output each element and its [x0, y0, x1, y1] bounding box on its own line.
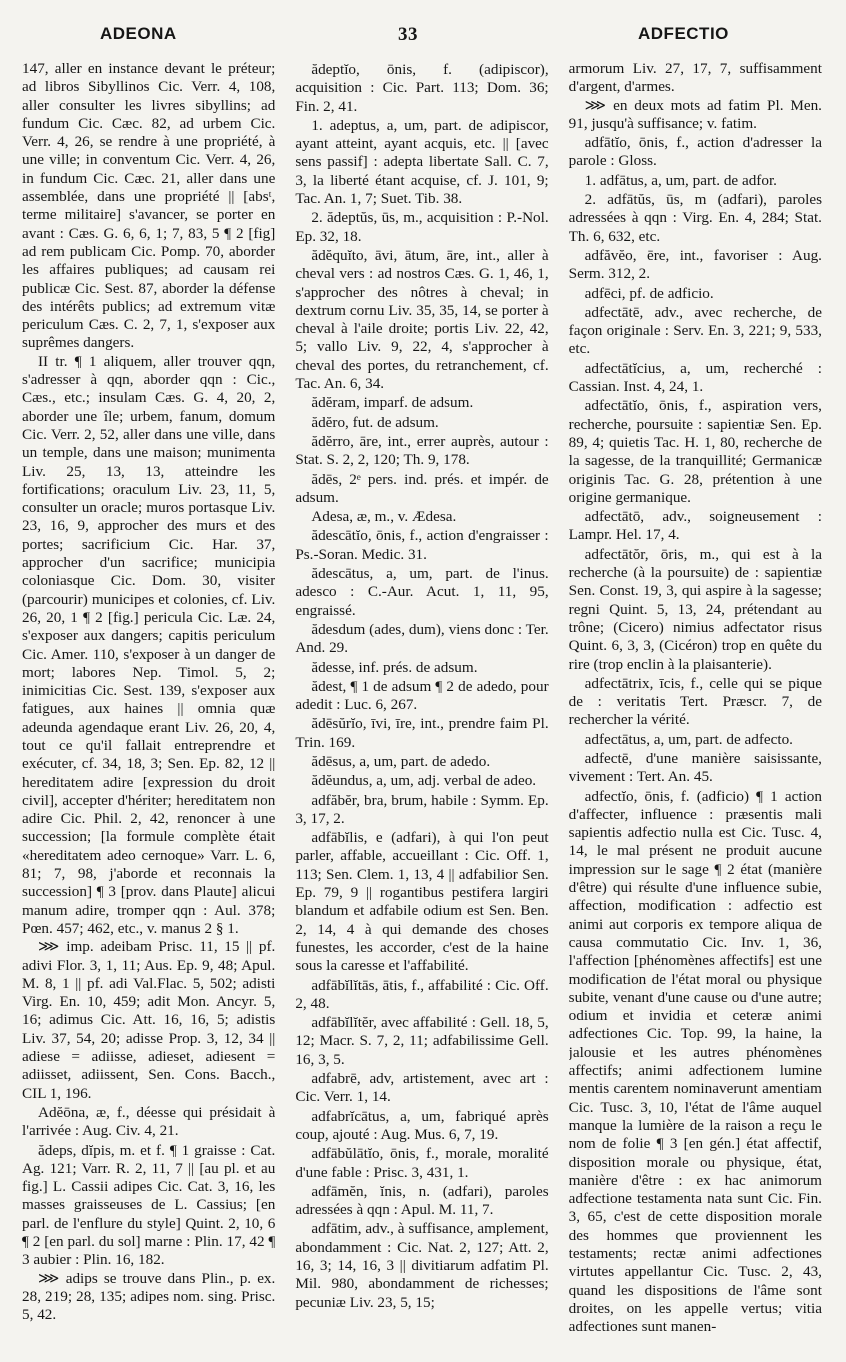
dictionary-entry: armorum Liv. 27, 17, 7, suffisamment d'argent, d'armes.: [568, 60, 822, 96]
dictionary-entry: adfectē, d'une manière saisissante, vivement : Tert. An. 45.: [568, 749, 822, 786]
dictionary-entry: adfābĭlĭtĕr, avec affabilité : Gell. 18, 5, 12; Macr. S. 7, 2, 11; adfabilissime Gell. 16, 3, 5.: [295, 1014, 549, 1068]
dictionary-entry: Adĕōna, æ, f., déesse qui présidait à l'arrivée : Aug. Civ. 4, 21.: [22, 1103, 276, 1140]
dictionary-entry: adfectātē, adv., avec recherche, de façon originale : Serv. En. 3, 221; 9, 533, etc.: [568, 303, 822, 358]
column-2: [295, 60, 548, 1356]
dictionary-entry: ⋙ en deux mots ad fatim Pl. Men. 91, jusqu'à suffisance; v. fatim.: [568, 96, 822, 132]
dictionary-entry: ⋙ imp. adeibam Prisc. 11, 15 || pf. adivi Flor. 3, 1, 11; Aus. Ep. 9, 48; Apul. M. 8, 1 || pf. adi Val.Flac. 5, 502; adisti Virg. En. 10, 459; adit Mon. Ancyr. 5, 16; adimus Cic. Att. 16, 16, 5; adistis Liv. 37, 54, 20; adisse Prop. 3, 12, 34 || adiese = adiisse, adieset, adiesent = adiisset, adiissent, Sen. Cons. Bacch., CIL 1, 196.: [22, 938, 276, 1102]
dictionary-entry: adfectātĭo, ōnis, f., aspiration vers, recherche, poursuite : sapientiæ Sen. Ep. 89, 4; quietis Tac. H. 1, 80, recherche de la sagesse, de la tranquillité; Germanicæ originis Tac. G. 28, prétention à une origine germanique.: [568, 397, 822, 506]
dictionary-entry: 1. adeptus, a, um, part. de adipiscor, ayant atteint, ayant acquis, etc. || [avec sens passif] : adepta libertate Sall. C. 7, 3, la liberté étant acquise, cf. J. 101, 9; Tac. An. 1, 7; Suet. Tib. 38.: [295, 116, 549, 208]
dictionary-entry: 1. adfātus, a, um, part. de adfor.: [584, 171, 777, 189]
dictionary-entry: adfātĭo, ōnis, f., action d'adresser la parole : Gloss.: [568, 134, 822, 170]
dictionary-entry: 2. adfātŭs, ūs, m (adfari), paroles adressées à qqn : Virg. En. 4, 284; Stat. Th. 6, 632, etc.: [568, 191, 822, 245]
dictionary-entry: ădescātĭo, ōnis, f., action d'engraisser : Ps.-Soran. Medic. 31.: [295, 527, 549, 563]
dictionary-entry: adfectātō, adv., soigneusement : Lampr. Hel. 17, 4.: [568, 508, 822, 544]
column-1: [22, 60, 275, 1356]
dictionary-entry: ădescātus, a, um, part. de l'inus. adesco : C.-Aur. Acut. 1, 11, 95, engraissé.: [295, 565, 549, 619]
column-3: [569, 60, 822, 1356]
dictionary-entry: ădĕundus, a, um, adj. verbal de adeo.: [311, 772, 537, 790]
dictionary-entry: ădeps, dĭpis, m. et f. ¶ 1 graisse : Cat. Ag. 121; Varr. R. 2, 11, 7 || [au pl. et au fig.] L. Cassii adipes Cic. Cat. 3, 16, les masses graisseuses de L. Cassius; [en parl. de l'enflure du style] Quint. 2, 10, 6 ¶ 2 [en parl. du sol] marne : Plin. 17, 42 ¶ 3 aubier : Plin. 16, 182.: [22, 1141, 276, 1269]
dictionary-entry: adfāmĕn, ĭnis, n. (adfari), paroles adressées à qqn : Apul. M. 11, 7.: [295, 1182, 549, 1219]
running-head: [0, 24, 846, 52]
header-right-guide-word: ADFECTIO: [638, 24, 729, 43]
dictionary-entry: adfabrĭcātus, a, um, fabriqué après coup, ajouté : Aug. Mus. 6, 7, 19.: [295, 1107, 549, 1143]
dictionary-entry: adfābĭlis, e (adfari), à qui l'on peut parler, affable, accueillant : Cic. Off. 1, 113; Sen. Clem. 1, 13, 4 || adfabilior Sen. Ep. 79, 9 || rogantibus pestifera largiri blandum et adfabile odium est Sen. Ben. 2, 14, 4 à qui demande des choses funestes, les accorder, c'est de la haine sous la caresse et l'affabilité.: [295, 829, 549, 975]
dictionary-entry: ădĕquĭto, āvi, ātum, āre, int., aller à cheval vers : ad nostros Cæs. G. 1, 46, 1, s'approcher des nôtres à cheval; in dextrum cornu Liv. 35, 35, 14, se porter à cheval à l'aile droite; portis Liv. 22, 42, 5; vallo Liv. 9, 22, 4, s'approcher à cheval des portes, du retranchement, cf. Tac. An. 6, 34.: [295, 246, 549, 393]
dictionary-entry: ădesdum (ades, dum), viens donc : Ter. And. 29.: [295, 620, 549, 657]
dictionary-entry: adfābŭlātĭo, ōnis, f., morale, moralité d'une fable : Prisc. 3, 431, 1.: [295, 1145, 549, 1181]
dictionary-entry: ădēs, 2ᵉ pers. ind. prés. et impér. de adsum.: [295, 470, 549, 506]
dictionary-entry: adfăvĕo, ēre, int., favoriser : Aug. Serm. 312, 2.: [568, 246, 822, 283]
dictionary-entry: adfābĭlĭtās, ātis, f., affabilité : Cic. Off. 2, 48.: [295, 976, 549, 1012]
dictionary-entry: ădĕrro, āre, int., errer auprès, autour : Stat. S. 2, 2, 120; Th. 9, 178.: [295, 432, 549, 469]
dictionary-entry: ⋙ adips se trouve dans Plin., p. ex. 28, 219; 28, 135; adipes nom. sing. Prisc. 5, 42.: [22, 1269, 276, 1324]
dictionary-entry: adfabrē, adv, artistement, avec art : Cic. Verr. 1, 14.: [295, 1070, 549, 1106]
dictionary-entry: adfectĭo, ōnis, f. (adficio) ¶ 1 action d'affecter, influence : præsentis mali sapientis adfectio nulla est Cic. Tusc. 4, 14, le mal présent ne produit aucune impression sur le sage ¶ 2 état (manière d'être) qui résulte d'une influence subie, affection, modification : adfectio est animi aut corporis ex tempore aliqua de causa commutatio Cic. Inv. 1, 36, l'affection [phénomènes affectifs] est une modification de l'état moral ou physique subite, venant d'une cause ou d'une autre; odium et invidia et ceteræ animi adfectiones Cic. Top. 99, la haine, la jalousie et les autres phénomènes affectifs; animi adfectionem lumine mentis carentem nominaverunt amentiam Cic. Tusc. 3, 10, l'état de l'âme auquel manque la lumière de la raison a reçu le nom de folie ¶ 3 [en gén.] état affectif, disposition morale ou physique, état, manière d'être : ex hac animorum adfectione testamenta nata sunt Cic. Fin. 3, 65, c'est de cette disposition morale des hommes que proviennent les testaments; rectæ animi adfectiones virtutes appellantur Cic. Tusc. 2, 43, quand les dispositions de l'âme sont droites, on les appelle vertus; vitia adfectiones sunt manen-: [568, 787, 822, 1336]
dictionary-entry: ădĕro, fut. de adsum.: [311, 413, 439, 431]
dictionary-entry: ădeptĭo, ōnis, f. (adipiscor), acquisition : Cic. Part. 113; Dom. 36; Fin. 2, 41.: [295, 61, 549, 115]
text-columns: [22, 60, 822, 1356]
dictionary-entry: ădesse, inf. prés. de adsum.: [311, 658, 478, 676]
dictionary-entry: ădēsus, a, um, part. de adedo.: [311, 752, 491, 770]
dictionary-entry: Adesa, æ, m., v. Ædesa.: [311, 508, 457, 526]
dictionary-entry: ădest, ¶ 1 de adsum ¶ 2 de adedo, pour adedit : Luc. 6, 267.: [295, 677, 549, 714]
dictionary-entry: adfectātĭcius, a, um, recherché : Cassian. Inst. 4, 24, 1.: [568, 359, 822, 396]
dictionary-entry: adfectātrix, īcis, f., celle qui se pique de : veritatis Tert. Præscr. 7, de rechercher la vérité.: [568, 674, 822, 729]
dictionary-entry: adfātim, adv., à suffisance, amplement, abondamment : Cic. Nat. 2, 127; Att. 2, 16, 3; 14, 16, 3 || divitiarum adfatim Pl. Mil. 980, abondamment de richesses; pecuniæ Liv. 23, 5, 15;: [295, 1220, 549, 1311]
header-left-guide-word: ADEONA: [100, 24, 177, 43]
dictionary-entry: adfăbĕr, bra, brum, habile : Symm. Ep. 3, 17, 2.: [295, 791, 549, 827]
dictionary-entry: 147, aller en instance devant le préteur; ad libros Sibyllinos Cic. Verr. 4, 108, aller consulter les livres sibyllins; ad fundum Cic. Cæc. 82, ad urbem Cic. Verr. 4, 26, se rendre à une propriété, à une ville; in conventum Cic. Verr. 4, 26, in fundum Cic. Cæc. 21, aller dans une assemblée, dans une propriété || [absᵗ, terme militaire] s'avancer, se porter en avant : Cæs. G. 6, 6, 1; 7, 83, 5 ¶ 2 [fig] ad rem publicam Cic. Pomp. 70, aborder les affaires publiques; ad causam rei publicæ Cic. Sest. 87, aborder la défense des intérêts publics; ad extremum vitæ periculum Cæs. C. 2, 7, 1, s'exposer aux suprêmes dangers.: [22, 60, 276, 352]
dictionary-entry: II tr. ¶ 1 aliquem, aller trouver qqn, s'adresser à qqn, aborder qqn : Cic., Cæs., etc.; insulam Cæs. G. 4, 20, 2, aborder une île; urbem, fanum, domum Cic. Verr. 2, 52, aller dans une ville, dans un temple, dans une maison; munimenta Liv. 25, 13, 13, atteindre les fortifications; oraculum Liv. 23, 11, 5, consulter un oracle; muros portasque Liv. 23, 16, 9, approcher des murs et des portes; sacrificium Cic. Har. 37, approcher d'un sacrifice; municipia coloniasque Cic. Dom. 30, visiter (parcourir) municipes et colonies, cf. Liv. 26, 20, 1 ¶ 2 [fig.] pericula Cic. Læ. 24, s'exposer aux dangers; capitis periculum Cic. Amer. 110, s'exposer à un danger de mort; labores Nep. Timol. 5, 2; inimicitias Cic. Sest. 139, s'exposer aux fatigues, aux haines || omnia quæ adeunda agendaque erant Liv. 26, 20, 4, tout ce qu'il fallait entreprendre et exécuter, cf. 34, 18, 3; Sen. Ep. 82, 12 || hereditatem adire [expression du droit civil], accepter d'hériter; hereditatem non adire Cic. Phil. 2, 42, renoncer à une succession; [la formule complète était «hereditatem adeo cernoque» Varr. L. 6, 81; 7, 98, j'aborde et reconnais la succession] ¶ 3 [prov. dans Plaute] alicui manum adire, tromper qqn : Aul. 378; Pœn. 457; 462, etc., v. manus 2 § 1.: [22, 352, 276, 937]
dictionary-entry: 2. ădeptŭs, ūs, m., acquisition : P.-Nol. Ep. 32, 18.: [295, 209, 549, 245]
dictionary-entry: adfectātus, a, um, part. de adfecto.: [584, 730, 793, 748]
dictionary-entry: adfēci, pf. de adficio.: [584, 284, 714, 302]
dictionary-entry: ădēsŭrĭo, īvi, īre, int., prendre faim Pl. Trin. 169.: [295, 715, 549, 751]
dictionary-entry: ădĕram, imparf. de adsum.: [311, 394, 474, 412]
page-number: 33: [398, 24, 418, 45]
dictionary-entry: adfectātŏr, ōris, m., qui est à la recherche (à la poursuite) de : sapientiæ Sen. Const. 19, 3, qui aspire à la sagesse; regni Quint. 5, 13, 24, prétendant au trône; (Cicero) nimius adfectator risus Quint. 6, 3, 3, (Cicéron) trop en quête du rire (trop enclin à la plaisanterie).: [568, 545, 822, 673]
